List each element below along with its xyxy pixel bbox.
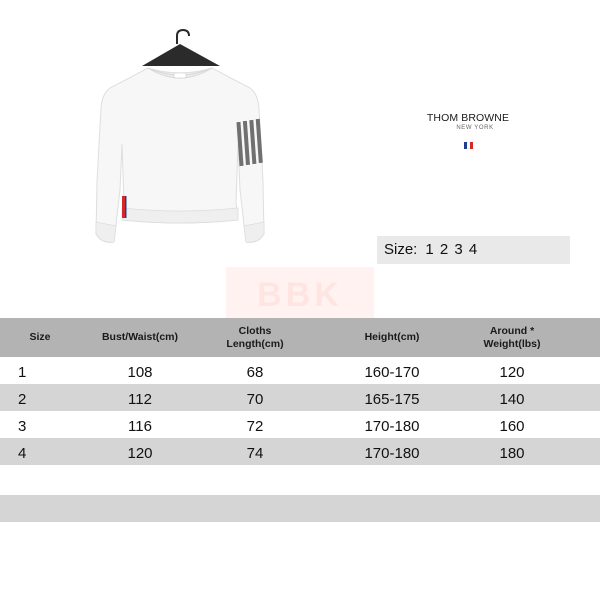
size-chart-table bbox=[0, 318, 600, 465]
cell-bust: 112 bbox=[128, 390, 152, 408]
cell-bust: 108 bbox=[127, 363, 153, 381]
cell-height: 165-175 bbox=[364, 390, 420, 408]
cell-length: 72 bbox=[246, 417, 264, 435]
cell-weight: 120 bbox=[499, 363, 525, 381]
footer-bar bbox=[0, 495, 600, 522]
cell-size: 3 bbox=[18, 417, 27, 435]
cell-length: 70 bbox=[246, 390, 264, 408]
size-values: 1 2 3 4 bbox=[425, 241, 479, 258]
brand-name: THOM BROWNE bbox=[426, 112, 510, 124]
brand-city: NEW YORK bbox=[456, 125, 494, 131]
header-cloths-length: Cloths Length(cm) bbox=[226, 324, 284, 350]
cell-weight: 160 bbox=[499, 417, 525, 435]
header-bust-waist: Bust/Waist(cm) bbox=[101, 331, 179, 343]
header-height: Height(cm) bbox=[364, 331, 420, 343]
table-row bbox=[0, 357, 600, 384]
cell-size: 4 bbox=[18, 444, 27, 462]
product-image bbox=[80, 22, 280, 262]
header-weight: Around * Weight(lbs) bbox=[483, 324, 541, 350]
table-row bbox=[0, 384, 600, 411]
cell-height: 170-180 bbox=[364, 444, 420, 462]
cell-height: 170-180 bbox=[364, 417, 420, 435]
size-options-bar bbox=[377, 236, 570, 264]
cell-size: 1 bbox=[18, 363, 27, 381]
cell-weight: 180 bbox=[499, 444, 525, 462]
cell-length: 74 bbox=[246, 444, 264, 462]
table-row bbox=[0, 438, 600, 465]
cell-height: 160-170 bbox=[364, 363, 420, 381]
table-row bbox=[0, 411, 600, 438]
cell-bust: 116 bbox=[128, 417, 152, 435]
cell-length: 68 bbox=[246, 363, 264, 381]
size-label: Size: bbox=[384, 241, 418, 258]
cell-weight: 140 bbox=[499, 390, 525, 408]
brand-logo bbox=[418, 112, 518, 154]
table-header-row bbox=[0, 318, 600, 357]
cell-size: 2 bbox=[18, 390, 27, 408]
header-size: Size bbox=[29, 331, 51, 343]
sweatshirt-illustration bbox=[80, 22, 280, 262]
tricolor-flag-icon bbox=[463, 136, 473, 143]
cell-bust: 120 bbox=[127, 444, 153, 462]
watermark: BBK bbox=[226, 267, 374, 321]
